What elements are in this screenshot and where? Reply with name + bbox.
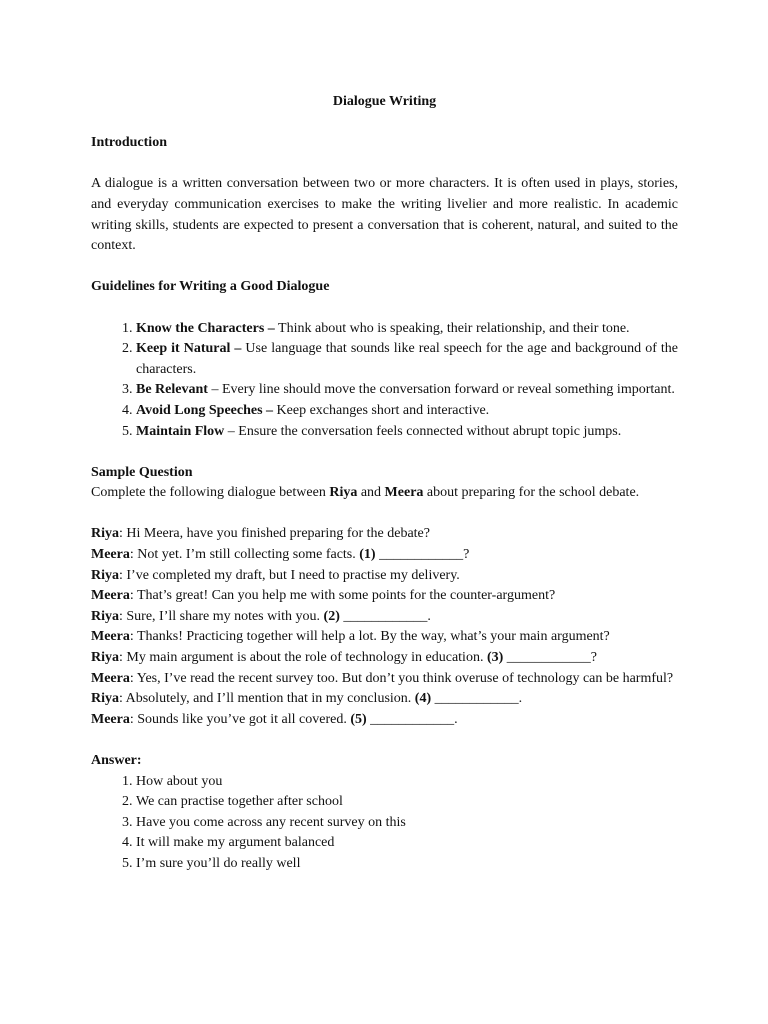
answer-list bbox=[91, 772, 678, 875]
speaker: Riya bbox=[91, 567, 119, 583]
dialogue-line bbox=[91, 689, 678, 710]
guideline-text: Use language that sounds like real speech for the age and background of the characters. bbox=[136, 341, 678, 377]
guideline-term: Avoid Long Speeches – bbox=[136, 402, 274, 418]
dialogue-text: : Thanks! Practicing together will help a lot. By the way, what’s your main argument? bbox=[129, 629, 610, 645]
guideline-item bbox=[136, 422, 678, 443]
answer-item: 4. It will make my argument balanced bbox=[136, 833, 678, 854]
blank-line: ____________? bbox=[375, 547, 470, 563]
dialogue-line bbox=[91, 648, 678, 669]
intro-heading: Introduction bbox=[91, 135, 167, 151]
blank-number: (1) bbox=[359, 547, 376, 563]
guideline-text: – Ensure the conversation feels connected without abrupt topic jumps. bbox=[224, 423, 622, 439]
intro-paragraph: A dialogue is a written conversation between two or more characters. It is often used in plays, stories, and everyday communication exercises to make the writing livelier and more realistic. In academic writing skills, students are expected to present a conversation that is coherent, natural, and suited to the context. bbox=[91, 176, 678, 254]
guidelines-heading: Guidelines for Writing a Good Dialogue bbox=[91, 279, 330, 295]
blank-line: ____________. bbox=[366, 711, 458, 727]
dialogue-text: : Sure, I’ll share my notes with you. bbox=[119, 608, 324, 624]
dialogue-line bbox=[91, 669, 678, 690]
sample-heading: Sample Question bbox=[91, 464, 193, 480]
dialogue-line bbox=[91, 545, 678, 566]
answer-item: 3. Have you come across any recent survey on this bbox=[136, 813, 678, 834]
dialogue-line bbox=[91, 710, 678, 731]
speaker: Meera bbox=[91, 588, 130, 604]
blank-number: (2) bbox=[323, 608, 340, 624]
speaker: Meera bbox=[91, 670, 130, 686]
answer-item: 1. How about you bbox=[136, 772, 678, 793]
guideline-term: Maintain Flow bbox=[136, 423, 225, 439]
guidelines-list bbox=[91, 319, 678, 443]
dialogue-line bbox=[91, 627, 678, 648]
guideline-term: Be Relevant bbox=[136, 382, 208, 398]
guideline-item bbox=[136, 319, 678, 340]
speaker: Riya bbox=[91, 608, 119, 624]
dialogue-text: : Hi Meera, have you finished preparing for the debate? bbox=[119, 526, 430, 542]
blank-number: (3) bbox=[486, 650, 504, 666]
speaker: Riya bbox=[91, 650, 119, 666]
dialogue-text: : Sounds like you’ve got it all covered. bbox=[129, 711, 351, 727]
guideline-text: Think about who is speaking, their relationship, and their tone. bbox=[274, 320, 630, 336]
dialogue-text: : Yes, I’ve read the recent survey too. But don’t you think overuse of technology can be harmful? bbox=[129, 670, 674, 686]
guideline-item bbox=[136, 339, 678, 380]
dialogue-text: : Not yet. I’m still collecting some facts. bbox=[129, 547, 360, 563]
answer-item: 2. We can practise together after school bbox=[136, 792, 678, 813]
guideline-text: Keep exchanges short and interactive. bbox=[273, 402, 490, 418]
blank-line: ____________. bbox=[339, 608, 431, 624]
guideline-item bbox=[136, 380, 678, 401]
dialogue-text: : My main argument is about the role of technology in education. bbox=[119, 650, 487, 666]
speaker: Meera bbox=[91, 629, 130, 645]
blank-number: (5) bbox=[350, 711, 367, 727]
dialogue-line bbox=[91, 586, 678, 607]
dialogue-text: : I’ve completed my draft, but I need to practise my delivery. bbox=[119, 567, 460, 583]
answer-item: 5. I’m sure you’ll do really well bbox=[136, 854, 678, 875]
sample-prompt: Complete the following dialogue between Riya and Meera about preparing for the school debate. bbox=[91, 485, 640, 501]
speaker: Meera bbox=[91, 547, 130, 563]
blank-line: ____________? bbox=[503, 650, 597, 666]
guideline-text: – Every line should move the conversation forward or reveal something important. bbox=[207, 382, 675, 398]
blank-line: ____________. bbox=[431, 691, 523, 707]
guideline-item bbox=[136, 401, 678, 422]
dialogue-line bbox=[91, 607, 678, 628]
page-title: Dialogue Writing bbox=[332, 94, 437, 109]
speaker: Riya bbox=[91, 526, 119, 542]
dialogue-line bbox=[91, 566, 678, 587]
dialogue-text: : Absolutely, and I’ll mention that in my conclusion. bbox=[119, 691, 415, 707]
speaker: Riya bbox=[91, 691, 119, 707]
guideline-term: Keep it Natural – bbox=[136, 341, 242, 357]
dialogue-text: : That’s great! Can you help me with some points for the counter-argument? bbox=[129, 588, 556, 604]
document-content bbox=[91, 92, 678, 875]
blank-number: (4) bbox=[414, 691, 432, 707]
dialogue-line bbox=[91, 524, 678, 545]
answer-heading: Answer: bbox=[91, 753, 142, 768]
speaker: Meera bbox=[91, 711, 130, 727]
guideline-term: Know the Characters – bbox=[136, 320, 275, 336]
dialogue-block bbox=[91, 524, 678, 730]
